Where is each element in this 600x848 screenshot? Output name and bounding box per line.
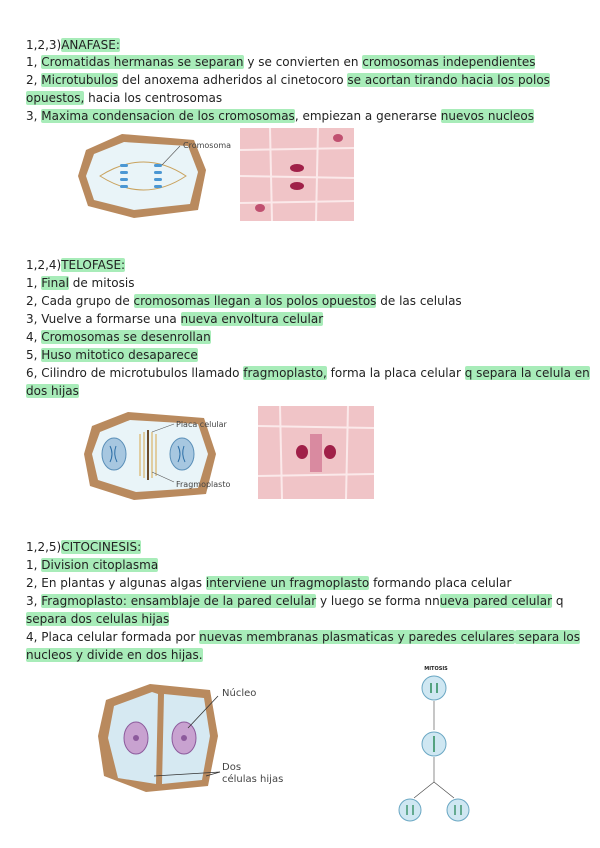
anafase-label-cromosoma: Cromosoma bbox=[183, 141, 232, 150]
anafase-title: ANAFASE: bbox=[61, 38, 120, 52]
citocinesis-point-4: 4, Placa celular formada por nuevas membranas plasmaticas y paredes celulares separa los bbox=[26, 630, 580, 644]
telofase-point-6-cont: dos hijas bbox=[26, 384, 79, 398]
telofase-title: TELOFASE: bbox=[61, 258, 126, 272]
citocinesis-title: CITOCINESIS: bbox=[61, 540, 142, 554]
telofase-point-6: 6, Cilindro de microtubulos llamado fragmoplasto, forma la placa celular q separa la celula en bbox=[26, 366, 590, 380]
citocinesis-label-dos: Dos bbox=[222, 762, 242, 773]
citocinesis-point-2: 2, En plantas y algunas algas interviene un fragmoplasto formando placa celular bbox=[26, 576, 512, 590]
citocinesis-point-3: 3, Fragmoplasto: ensamblaje de la pared celular y luego se forma nnueva pared celular q bbox=[26, 594, 564, 608]
anafase-point-1: 1, Cromatidas hermanas se separan y se convierten en cromosomas independientes bbox=[26, 55, 536, 69]
telofase-point-3: 3, Vuelve a formarse una nueva envoltura celular bbox=[26, 312, 324, 326]
citocinesis-label-nucleo: Núcleo bbox=[222, 688, 257, 699]
anafase-point-2: 2, Microtubulos del anoxema adheridos al cinetocoro se acortan tirando hacia los polos bbox=[26, 73, 550, 87]
citocinesis-label-celulas-hijas: células hijas bbox=[222, 774, 284, 785]
telofase-point-4: 4, Cromosomas se desenrollan bbox=[26, 330, 211, 344]
telofase-point-5: 5, Huso mitotico desaparece bbox=[26, 348, 198, 362]
cytoplasm bbox=[86, 142, 198, 210]
citocinesis-point-1: 1, Division citoplasma bbox=[26, 558, 159, 572]
telofase-label-placa: Placa celular bbox=[176, 420, 227, 429]
anafase-micrograph bbox=[240, 128, 354, 221]
citocinesis-heading: 1,2,5)CITOCINESIS: bbox=[26, 540, 142, 554]
telofase-heading: 1,2,4)TELOFASE: bbox=[26, 258, 126, 272]
mitosis-flow-diagram bbox=[386, 664, 486, 830]
mitosis-diagram-title: MITOSIS bbox=[424, 666, 448, 672]
telofase-point-1: 1, Final de mitosis bbox=[26, 276, 135, 290]
citocinesis-point-3-cont: separa dos celulas hijas bbox=[26, 612, 170, 626]
nucleus-left bbox=[102, 438, 126, 470]
anafase-heading: 1,2,3)ANAFASE: bbox=[26, 38, 120, 52]
citocinesis-cell-diagram bbox=[96, 680, 226, 795]
citocinesis-point-4-cont: nucleos y divide en dos hijas. bbox=[26, 648, 203, 662]
anafase-point-2-cont: opuestos, hacia los centrosomas bbox=[26, 91, 223, 105]
anafase-point-3: 3, Maxima condensacion de los cromosomas, empiezan a generarse nuevos nucleos bbox=[26, 109, 534, 123]
nucleus-right bbox=[170, 438, 194, 470]
telofase-point-2: 2, Cada grupo de cromosomas llegan a los polos opuestos de las celulas bbox=[26, 294, 462, 308]
telofase-micrograph bbox=[258, 406, 374, 499]
telofase-label-fragmoplasto: Fragmoplasto bbox=[176, 480, 231, 489]
